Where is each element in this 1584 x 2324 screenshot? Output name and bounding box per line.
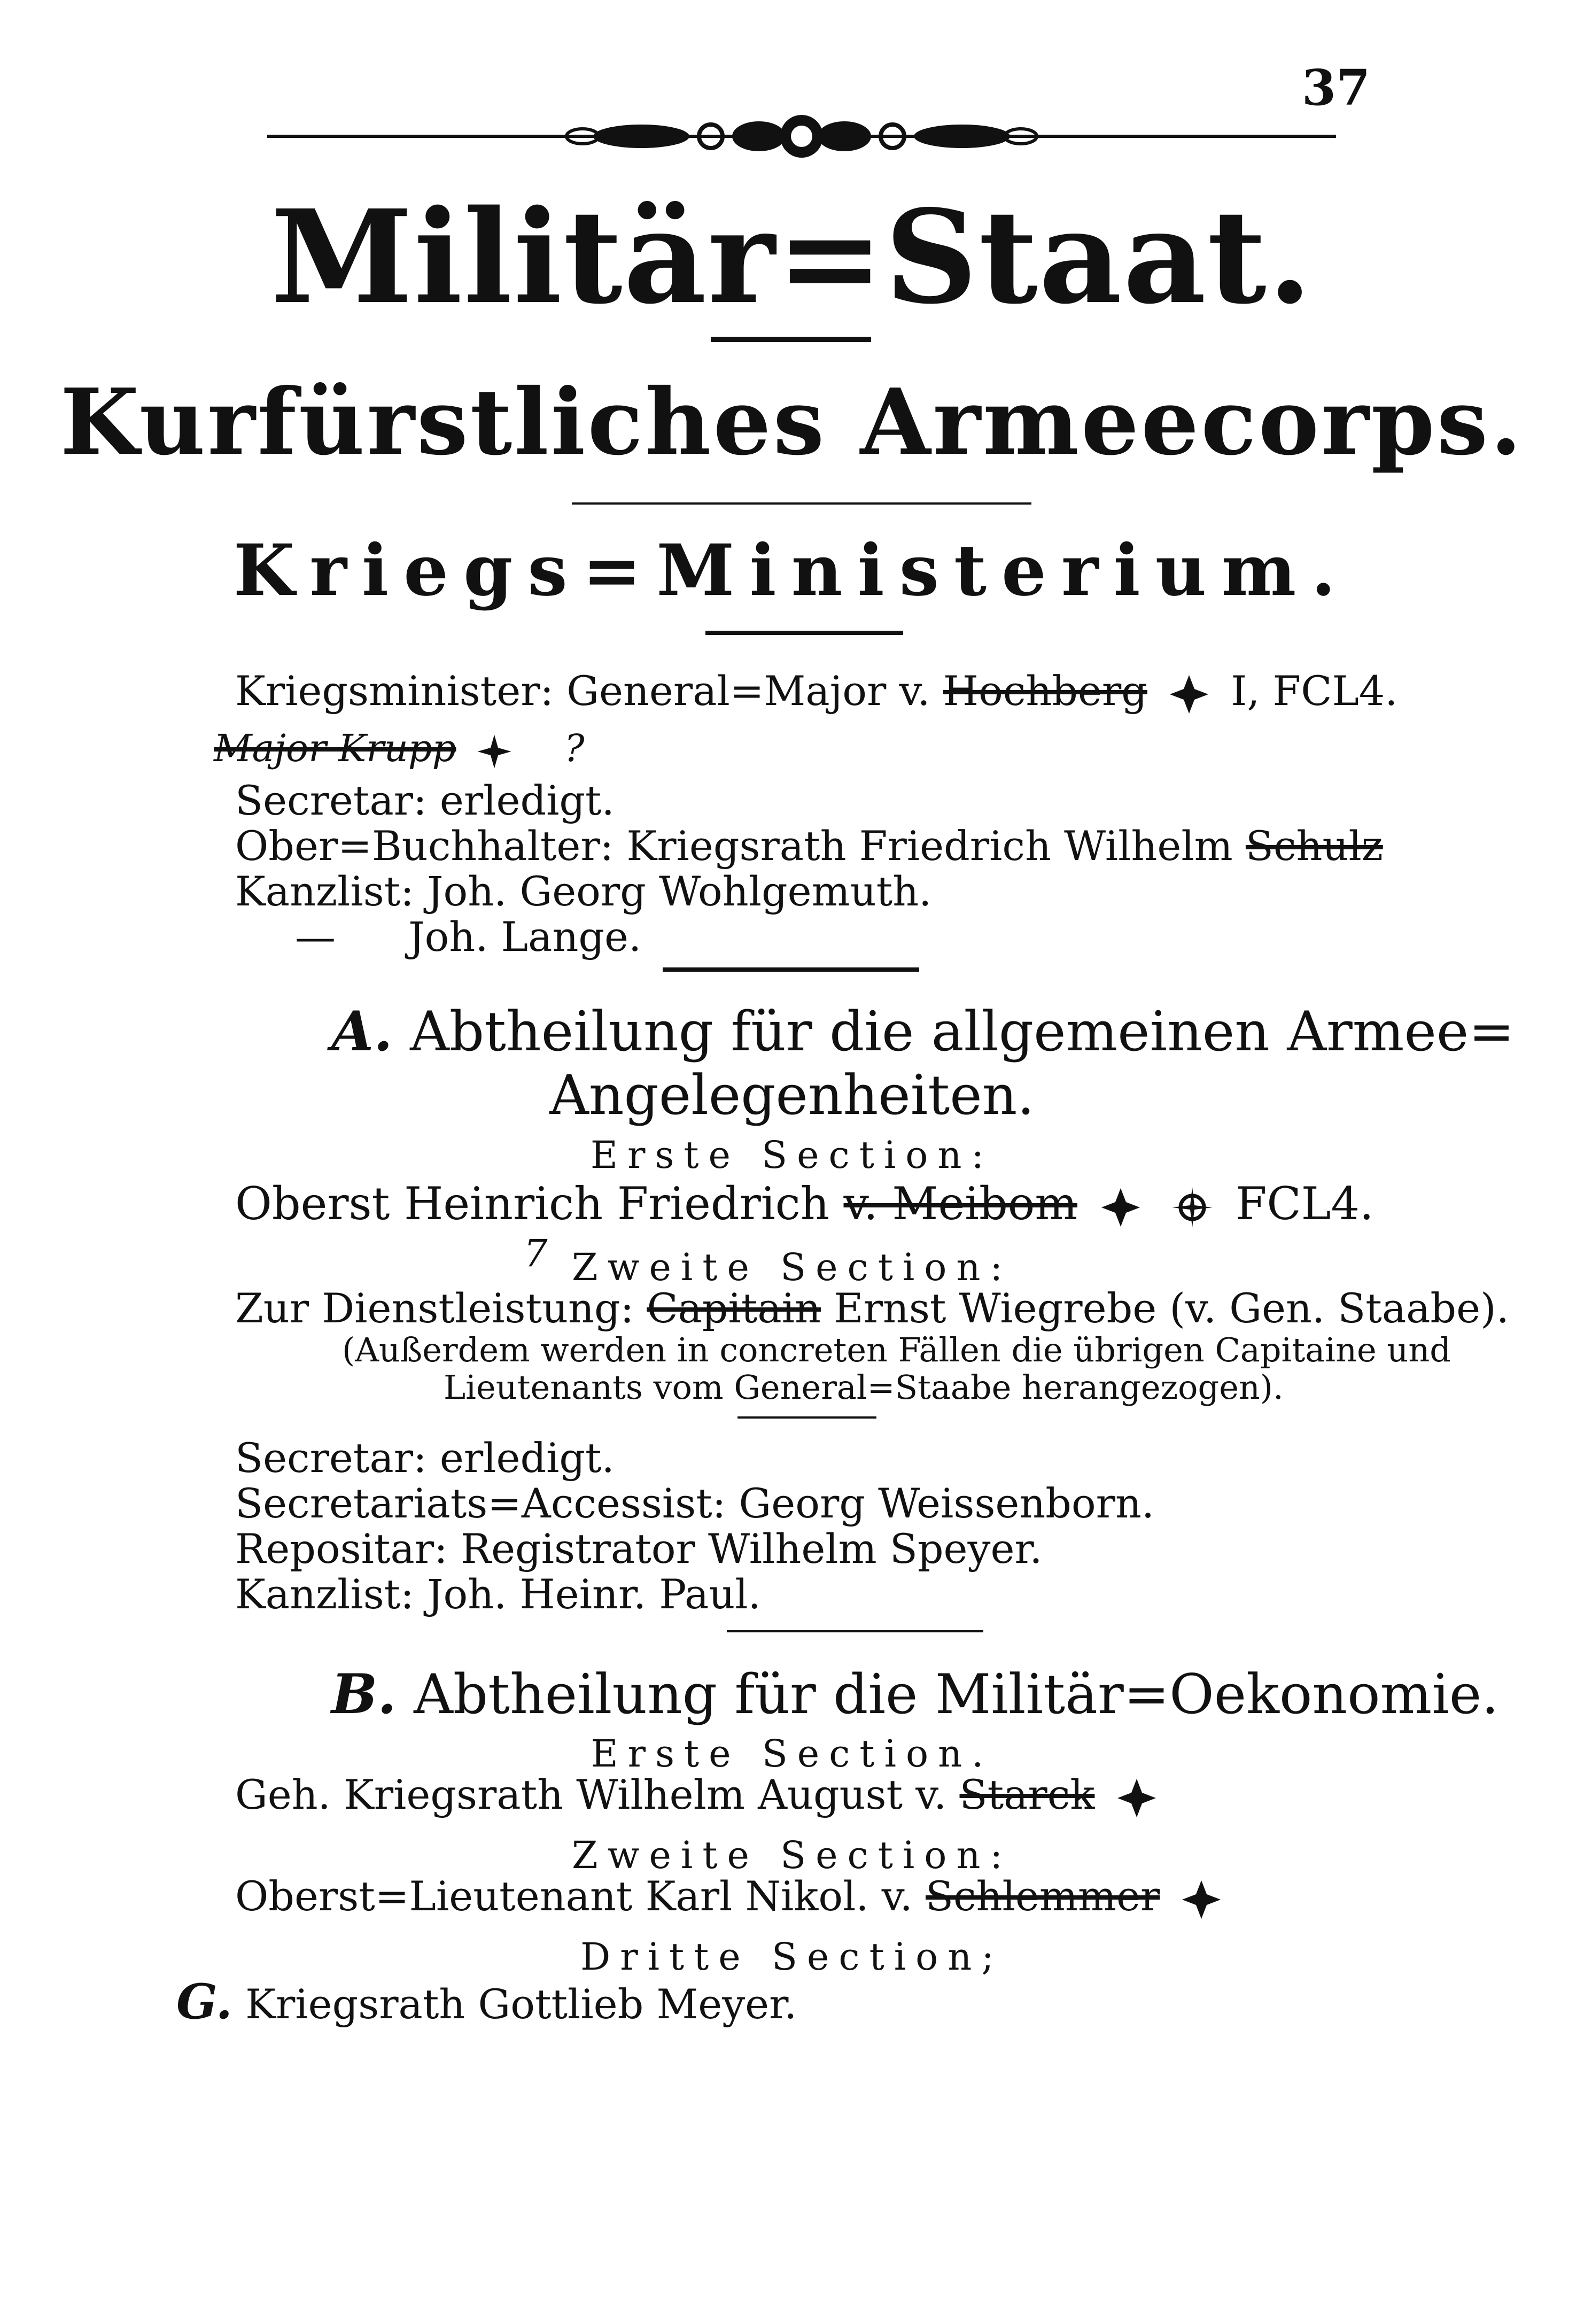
section-a-heading: A. Abtheilung für die allgemeinen Armee= bbox=[331, 1000, 1515, 1064]
b-first-section: Erste Section. bbox=[591, 1732, 993, 1776]
clerk-line-2: — Joh. Lange. bbox=[295, 913, 642, 960]
handwritten-line: Major Krupp ? bbox=[214, 726, 585, 770]
order-cross-icon bbox=[1180, 1878, 1223, 1921]
b-third-line: G. Kriegsrath Gottlieb Meyer. bbox=[176, 1973, 797, 2030]
b-second-line: Oberst=Lieutenant Karl Nikol. v. Schlemmer bbox=[235, 1876, 1230, 1921]
section-a-heading-2: Angelegenheiten. bbox=[549, 1064, 1035, 1127]
ministry-title: Kriegs=Ministerium. bbox=[233, 529, 1351, 612]
accountant-line: Ober=Buchhalter: Kriegsrath Friedrich Wilhelm Schulz bbox=[235, 822, 1383, 870]
service-line: Zur Dienstleistung: Capitain Ernst Wiegrebe (v. Gen. Staabe). bbox=[235, 1284, 1509, 1332]
title-rule bbox=[711, 337, 871, 342]
struck-name: Hochberg bbox=[943, 667, 1147, 715]
ministry-rule bbox=[705, 631, 903, 635]
note-rule bbox=[737, 1416, 876, 1419]
note-line-1: (Außerdem werden in concreten Fällen die übrigen Capitaine und bbox=[342, 1330, 1451, 1369]
main-title: Militär=Staat. bbox=[270, 182, 1314, 332]
page-number: 37 bbox=[1301, 59, 1370, 117]
section-rule-2 bbox=[727, 1630, 983, 1632]
b-third-section: Dritte Section; bbox=[580, 1935, 1004, 1979]
clerk-line-1: Kanzlist: Joh. Georg Wohlgemuth. bbox=[235, 867, 932, 915]
note-line-2: Lieutenants vom General=Staabe herangezogen). bbox=[444, 1368, 1284, 1407]
a-first-line: Oberst Heinrich Friedrich v. Meibom FCL4. bbox=[235, 1178, 1374, 1230]
section-b-heading: B. Abtheilung für die Militär=Oekonomie. bbox=[331, 1662, 1499, 1726]
a-clerk-line: Kanzlist: Joh. Heinr. Paul. bbox=[235, 1570, 761, 1618]
ornament-divider-icon bbox=[267, 107, 1336, 166]
corps-title: Kurfürstliches Armeecorps. bbox=[60, 369, 1524, 476]
a-secretary-line: Secretar: erledigt. bbox=[235, 1434, 615, 1482]
order-cross-icon bbox=[1115, 1777, 1158, 1819]
corps-rule bbox=[572, 502, 1031, 505]
order-cross-icon bbox=[1099, 1186, 1142, 1229]
section-rule bbox=[663, 967, 919, 972]
b-first-line: Geh. Kriegsrath Wilhelm August v. Starck bbox=[235, 1775, 1166, 1819]
order-star-icon bbox=[1171, 1186, 1214, 1229]
order-cross-icon bbox=[1168, 673, 1210, 716]
secretary-line: Secretar: erledigt. bbox=[235, 777, 615, 824]
minister-line: Kriegsminister: General=Major v. Hochberg I, FCL4. bbox=[235, 667, 1398, 715]
order-cross-icon bbox=[476, 733, 513, 770]
a-first-section: Erste Section: bbox=[590, 1133, 994, 1177]
b-second-section: Zweite Section: bbox=[571, 1833, 1013, 1877]
accessist-line: Secretariats=Accessist: Georg Weissenborn. bbox=[235, 1479, 1155, 1527]
handwritten-mark: 7 bbox=[524, 1231, 548, 1275]
repositar-line: Repositar: Registrator Wilhelm Speyer. bbox=[235, 1525, 1043, 1572]
a-second-section: Zweite Section: bbox=[571, 1245, 1013, 1289]
